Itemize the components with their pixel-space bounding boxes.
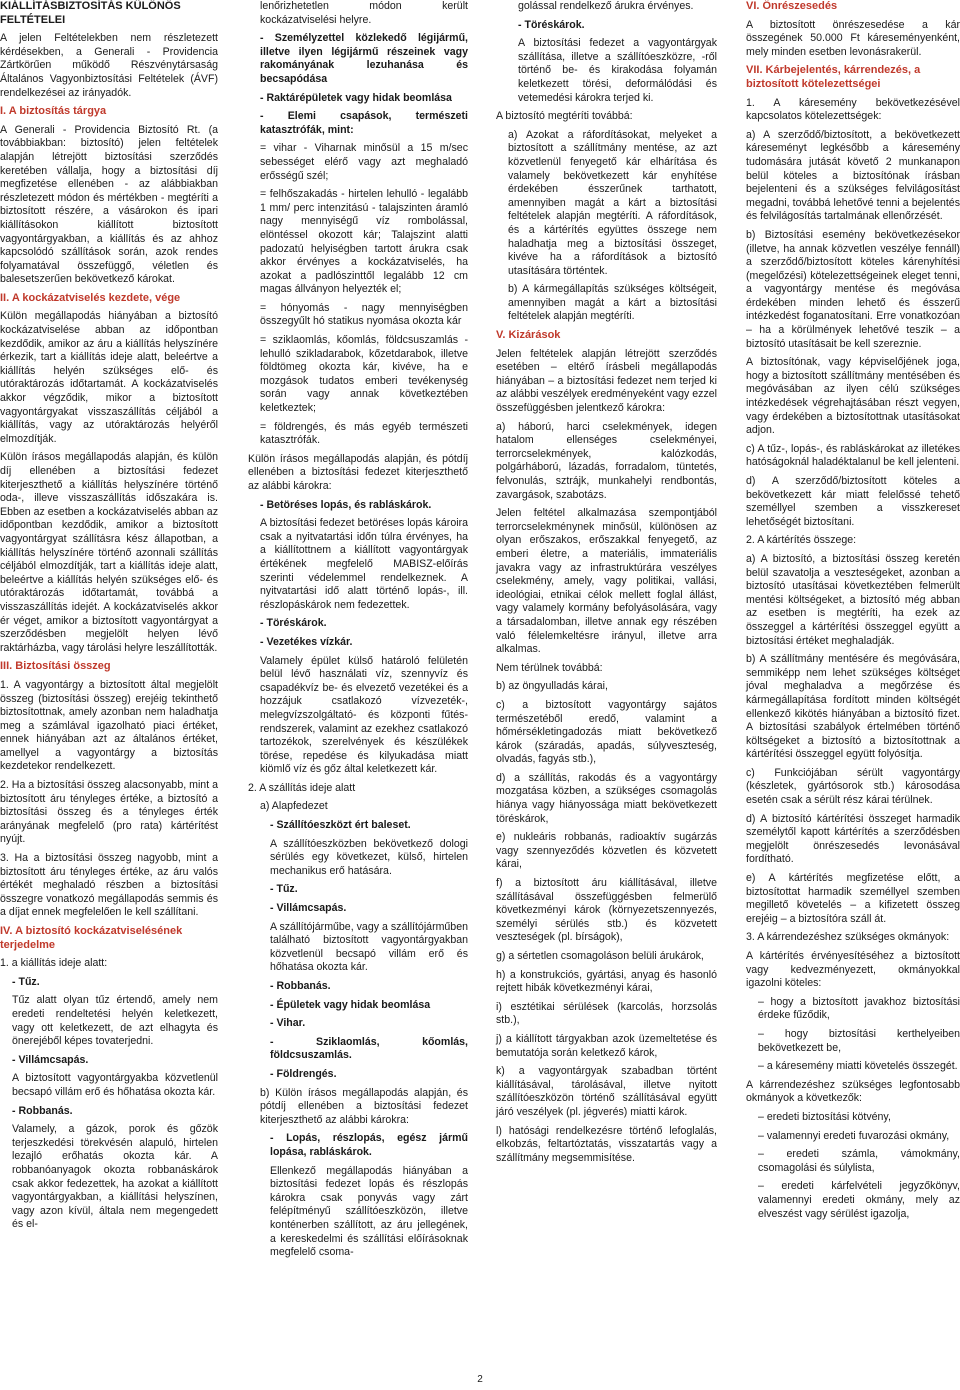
paragraph: c) a biztosított vagyontárgy sajátos természetéből eredő, valamint a hőmérsékletingadozás miatt bekövetkező károk (száradás, apadás, súlyveszteség, olvadás, fagyás stb.), <box>496 698 717 766</box>
paragraph: b) Biztosítási esemény bekövetkezésekor (illetve, ha annak közvetlen veszélye fennáll) a szerződő/biztosított köteles kárenyhítési (megelőzési) kötelezettségeinek eleget tenni, a vagyontárgy mentése és megóvása érdekében minden lehető és ésszerű intézkedést foganatosítani. Erre vonatkozóan – ha a körülmények lehetővé teszik – a biztosító utasításait be kell szereznie. <box>746 228 960 350</box>
paragraph: 1. a kiállítás ideje alatt: <box>0 957 108 970</box>
column-1 <box>0 0 218 1237</box>
paragraph: 3. A kárrendezéshez szükséges okmányok: <box>746 931 950 944</box>
paragraph: A kárrendezéshez szükséges legfontosabb okmányok a következők: <box>746 1078 960 1105</box>
paragraph: 3. Ha a biztosítási összeg nagyobb, mint a biztosított áru tényleges értéke, az áru valós értékét meghaladó részben a biztosítási összegre vonatkozó megállapodás semmis és a díjat ennek megfelelően le kell szállítani. <box>0 852 218 919</box>
list-item: - Személyzettel közlekedő légijármű, illetve ilyen légijármű részeinek vagy rakományának lezuhanása és becsapódása <box>260 32 468 85</box>
paragraph: d) A szerződő/biztosított köteles a bekövetkezett kár miatt felelőssé tehető személlyel szemben a visszkereset lehetőségét biztosítani. <box>746 475 960 528</box>
indented-paragraph: Valamely épület külső határoló felületén belül lévő használati víz, szennyvíz és csapadékvíz be- és elvezető vezetékei és a hozzájuk csatlakozó vízvezeték-, melegvízszolgáltató- és központi fűtés-rendszerek, valamint az ezekhez csatlakozó tartozékok, szerelvények és készülékek törése, repedése és kilyukadása miatt kiömlő víz és gőz által keletkezett kár. <box>260 654 468 776</box>
paragraph: 2. A kártérítés összege: <box>746 534 857 547</box>
indented-paragraph: b) Külön írásos megállapodás alapján, és pótdíj ellenében a biztosítási fedezet kiterjeszthető az alábbi károkra: <box>260 1086 468 1126</box>
indented-paragraph: = felhőszakadás - hirtelen lehulló - legalább 1 mm/ perc intenzitású - talajszinten áramló nagy mennyiségű víz rombolással, elöntéssel okozott kár; Talajszint alatti padozatú helyiségben tartott árukra csak akkor érvényes a kockázatviselés, ha azokat a padlószinttől legalább 12 cm magas állványon helyezték el; <box>260 188 468 296</box>
section-heading: IV. A biztosító kockázatviselésének terjedelme <box>0 925 183 951</box>
section-heading: VII. Kárbejelentés, kárrendezés, a biztosított kötelezettségei <box>746 64 921 90</box>
list-item: - Szállítóeszközt ért baleset. <box>270 819 411 832</box>
list-item: - Robbanás. <box>270 980 331 992</box>
column-3 <box>496 0 717 1170</box>
indented-paragraph: = sziklaomlás, kőomlás, földcsuszamlás - lehulló szikladarabok, kőzetdarabok, illetve földtömeg okozta kár, kivéve, ha e mozgások tudatos emberi tevékenység során vagy annak következtében keletkeztek; <box>260 334 468 415</box>
indented-paragraph: a) Alapfedezet <box>260 800 328 813</box>
paragraph: 1. A vagyontárgy a biztosított által megjelölt összeg (biztosítási összeg) erejéig tekinthető biztosítottnak, amely azonban nem haladhatja meg a számlával igazolható piaci értéket, ennek hiányában azt az általános értéket, amellyel a vagyontárgy a biztosítás kezdetekor rendelkezett. <box>0 678 218 773</box>
paragraph: Külön írásos megállapodás alapján, és pótdíj ellenében a biztosítási fedezet kiterjeszthető az alábbi károkra: <box>248 452 468 492</box>
indented-paragraph: A biztosítási fedezet a vagyontárgyak szállítása, illetve a szállítóeszközre, -ről történő be- és kirakodása folyamán keletkezett törési, deformálódási és vetemedési károkra terjed ki. <box>518 37 717 104</box>
list-item: - Raktárépületek vagy hidak beomlása <box>260 91 452 104</box>
paragraph: c) A tűz-, lopás-, és rabláskárokat az illetékes hatóságoknál haladéktalanul be kell jelenteni. <box>746 442 960 469</box>
indented-paragraph: b) A kármegállapítás szükséges költségeit, amennyiben magát a kárt a biztosítási feltételek alapján megtéríti. <box>508 283 717 323</box>
paragraph: 2. A szállítás ideje alatt <box>248 781 356 794</box>
paragraph: A biztosított önrészesedése a kár összegének 50.000 Ft káreseményenként, mely minden esetben levonásrakerül. <box>746 18 960 58</box>
paragraph: a) háború, harci cselekmények, idegen hatalom ellenséges cselekményei, terrorcselekmények, kalózkodás, polgárháború, lázadás, forradalom, tüntetés, felvonulás, sztrájk, munkahelyi rendbontás, zavargások, szabotázs. <box>496 420 717 501</box>
paragraph: e) nukleáris robbanás, radioaktív sugárzás vagy szennyeződés közvetlen és közvetett kárai, <box>496 831 717 871</box>
indented-paragraph: – a káresemény miatti követelés összegét. <box>758 1060 958 1073</box>
indented-paragraph: A szállítóeszközben bekövetkező dologi sérülés egy következet, külső, hirtelen mechanikus erő hatására. <box>270 837 468 877</box>
section-heading: II. A kockázatviselés kezdete, vége <box>0 291 181 304</box>
section-heading: VI. Önrészesedés <box>746 0 838 12</box>
paragraph: A Generali - Providencia Biztosító Rt. (a továbbiakban: biztosító) jelen feltételek alapján létrejött biztosítási szerződés keretében vállalja, hogy a biztosítási díj megfizetése ellenében - az alábbiakban részletezett módon és mértékben - megtéríti a biztosított részére, a vásárokon és ipari kiállításokon kiállított biztosított vagyontárgyakban, a kiállítás és az ahhoz kapcsolódó szállítások során, azok rendes folyamatával összefüggő, véletlen és balesetszerűen bekövetkező károkat. <box>0 123 218 286</box>
indented-paragraph: Ellenkező megállapodás hiányában a biztosítási fedezet lopás és részlopás károkra csak ponyvás vagy zárt felépítményű szállítóeszközön, illetve konténerben szállított, az áru jellegének, a kereskedelmi és szállítási előírásoknak megfelelő csoma- <box>270 1164 468 1259</box>
page-number: 2 <box>477 1374 483 1385</box>
indented-paragraph: = vihar - Viharnak minősül a 15 m/sec sebességet elérő vagy azt meghaladó erősségű szél; <box>260 142 468 182</box>
indented-paragraph: – hogy a biztosított javakhoz biztosítási érdeke fűződik, <box>758 995 960 1022</box>
indented-paragraph: = hónyomás - nagy mennyiségben összegyűlt hó statikus nyomása okozta kár <box>260 301 468 328</box>
paragraph: b) A szállítmány mentésére és megóvására, semmiképp nem lehet szükséges költséget jóval meghaladva a megőrzése és kármegállapítása fordított minden költségét ellenkező kikötés hiányában a biztosító fizet. A biztosítási szabályok értelmében történő költségeket a biztosító a biztosítottnak a kártérítési összeggel együtt folyósítja. <box>746 653 960 761</box>
paragraph: h) a konstrukciós, gyártási, anyag és hasonló rejtett hibák következményi kárai, <box>496 968 717 995</box>
paragraph: d) a szállítás, rakodás és a vagyontárgy mozgatása közben, a szükséges csomagolás hiánya vagy hiányossága miatt bekövetkezett töréskárok, <box>496 771 717 825</box>
paragraph: Jelen feltételek alapján létrejött szerződés esetében – eltérő írásbeli megállapodás hiányában – a biztosítási fedezet nem terjed ki az alábbi veszélyek eredményeként vagy ezzel összefüggésben jelentkező károkra: <box>496 347 717 415</box>
section-heading: I. A biztosítás tárgya <box>0 105 107 118</box>
indented-paragraph: = földrengés, és más egyéb természeti katasztrófák. <box>260 420 468 447</box>
indented-paragraph: – eredeti biztosítási kötvény, <box>758 1110 891 1123</box>
list-item: - Földrengés. <box>270 1067 337 1080</box>
list-item: - Töréskárok. <box>518 18 585 31</box>
indented-paragraph: A szállítójárműbe, vagy a szállítójárműben található biztosított vagyontárgyakban közvetlenül becsapó villám erő és hőhatása okozta kár. <box>270 920 468 974</box>
paragraph: a) A szerződő/biztosított, a bekövetkezett káreseményt legkésőbb a káresemény tudomására jutását követő 2 munkanapon belül köteles a biztosítónak írásban bejelenteni és a szükséges felvilágosítást megadni, továbbá lehetővé tenni a bejelentés és felvilágosítás tartalmának ellenőrzését. <box>746 128 960 223</box>
section-heading: V. Kizárások <box>496 329 561 342</box>
list-item: - Robbanás. <box>12 1104 73 1117</box>
paragraph: A kártérítés érvényesítéséhez a biztosított vagy kedvezményezett, okmányokkal igazolni köteles: <box>746 950 960 990</box>
indented-paragraph: a) Azokat a ráfordításokat, melyeket a biztosított a szállítmány mentése, az azt közvetlenül fenyegető kár elhárítása és valamely bekövetkezett kár enyhítése érdekében ésszerűnek tarthatott, amennyiben magát a kárt a biztosítási feltételek alapján megtéríti. A ráfordítások, és a kártérítés együttes összege nem haladhatja meg a biztosítási összeget, kivéve ha a ráfordítások a biztosító utasítására történtek. <box>508 128 717 277</box>
paragraph: c) Funkciójában sérült vagyontárgy (készletek, gyártósorok stb.) károsodása esetén csak a sérült rész kárai térülnek. <box>746 766 960 807</box>
indented-paragraph: A biztosított vagyontárgyakba közvetlenül becsapó villám erő és hőhatása okozta kár. <box>12 1072 218 1098</box>
paragraph: 1. A káresemény bekövetkezésével kapcsolatos kötelezettségek: <box>746 96 960 123</box>
paragraph: g) a sértetlen csomagoláson belüli árukárok, <box>496 950 704 962</box>
paragraph: 2. Ha a biztosítási összeg alacsonyabb, mint a biztosított áru tényleges értéke, a biztosító a biztosítási összeg és a tényleges érték arányának megfelelő (pro rata) kártérítést nyújt. <box>0 779 218 846</box>
list-item: - Töréskárok. <box>260 617 327 630</box>
paragraph: A biztosítónak, vagy képviselőjének joga, hogy a biztosított szállítmány mentésében és megóvásában az ilyen célú szükséges intézkedések végrehajtásában részt vegyen, vagy érdekében a biztosítottnak utasításokat adjon. <box>746 356 960 437</box>
indented-paragraph: Tűz alatt olyan tűz értendő, amely nem eredeti rendeltetési helyén keletkezett, vagy ott keletkezett, de azt elhagyta és önerejéből képes tovaterjedni. <box>12 994 218 1048</box>
column-4 <box>746 0 960 1226</box>
paragraph: i) esztétikai sérülések (karcolás, horzsolás stb.), <box>496 1000 717 1027</box>
section-heading: III. Biztosítási összeg <box>0 660 111 673</box>
indented-paragraph: A biztosítási fedezet betöréses lopás károira csak a nyitvatartási időn túlra érvényes, ha a kiállítottnem a kiállított vagyontárgyak értékének megfelelő MABISZ-előírás szerinti védelemmel rendelkeznek. A nyitvatartási idő alatt történő lopás-, ill. részlopáskárok nem fedezettek. <box>260 517 468 611</box>
list-item: - Elemi csapások, természeti katasztrófák, mint: <box>260 110 468 136</box>
indented-paragraph: golással rendelkező árukra érvényes. <box>518 0 694 12</box>
indented-paragraph: Valamely, a gázok, porok és gőzök terjeszkedési törekvésén alapuló, hirtelen lezajló erőhatás okozta kár. A robbanóanyagok okozta robbanáskárok csak akkor fedezettek, ha azokat a kiállított vagyontárgyakban, a kiállítási helyszínen, vagy azon kívül, általa nem megengedett és el- <box>12 1123 218 1231</box>
paragraph: A jelen Feltételekben nem részletezett kérdésekben, a Generali - Providencia Zártkörűen működő Részvénytársaság Általános Vagyonbiztosítási Feltételek (ÁVF) rendelkezései az irányadók. <box>0 32 218 99</box>
paragraph: Külön megállapodás hiányában a biztosító kockázatviselése abban az időpontban kezdődik, amikor az áru a kiállítás helyszínére érkezik, tart a kiállítás ideje alatt, beleértve a kiállítás helyén szükséges elő- és utóraktározás időtartamát. A kockázatviselés akkor végződik, mikor a biztosított vagyontárgyakat visszaszállítás céljából a kiállítás, vagy az utóraktározás helyéről elmozdítják. <box>0 310 218 445</box>
list-item: - Vezetékes vízkár. <box>260 635 353 648</box>
paragraph: b) az öngyulladás kárai, <box>496 680 608 693</box>
paragraph: A biztosító megtéríti továbbá: <box>496 110 633 123</box>
section-heading: KIÁLLÍTÁSBIZTOSÍTÁS KÜLÖNÖS FELTÉTELEI <box>0 0 181 26</box>
list-item: - Villámcsapás. <box>12 1053 89 1066</box>
list-item: - Lopás, részlopás, egész jármű lopása, rabláskárok. <box>270 1132 468 1158</box>
paragraph: d) A biztosító kártérítési összeget harmadik személytől kapott kártérítés a szerződésben megjelölt önrészesedés levonásával fordítható. <box>746 812 960 866</box>
list-item: - Épületek vagy hidak beomlása <box>270 998 431 1011</box>
indented-paragraph: – eredeti kárfelvételi jegyzőkönyv, valamennyi eredeti okmány, mely az elveszést vagy sérülést igazolja, <box>758 1180 960 1220</box>
indented-paragraph: – hogy biztosítási kerthelyeiben bekövetkezett be, <box>758 1027 960 1054</box>
paragraph: a) A biztosító, a biztosítási összeg keretén belül szavatolja a veszteségeket, azonban a biztosító utasításai következtében felmerült mentési költségeket, a biztosító még abban az esetben is megtéríti, ha ezek az összeggel a kártérítési összeggel együtt a biztosítási értéket meghaladják. <box>746 552 960 647</box>
column-2 <box>248 0 468 1265</box>
paragraph: e) A kártérítés megfizetése előtt, a biztosítottat harmadik személlyel szemben megillető követelés – a kifizetett összeg erejéig – a biztosítóra száll át. <box>746 872 960 925</box>
paragraph: Külön írásos megállapodás alapján, és külön díj ellenében a biztosítási fedezet kiterjeszthető a kiállítás helyszínére történő oda-, illeve visszaszállítás időszakára is. Ebben az esetben a kockázatviselés abban az időpontban kezdődik, amikor a biztosított vagyontárgyat szállításra kész állapotban, a kiállítás helyszínére történő azonnali szállítás céljából elmozdítják, tart a kiállítás ideje alatt, beleértve a kiállítás helyén szükséges elő- és utóraktározás időtartamát, továbbá a visszaszállítás idejét. A kockázatviselés akkor ér véget, amikor a biztosított vagyontárgyat a szerződésben megjelölt helyen lévő raktárházba, vagy tárolási helyre leszállították. <box>0 451 218 654</box>
paragraph: f) a biztosított áru kiállításával, illetve szállításával összefüggésben felmerülő következményi károk (környezetszennyezés, személyi sérülés stb.) és közvetett veszteségek (pl. bírságok), <box>496 877 717 944</box>
paragraph: j) a kiállított tárgyakban azok üzemeltetése és bemutatója során keletkező károk, <box>496 1032 717 1059</box>
paragraph: l) hatósági rendelkezésre történő lefoglalás, elkobzás, feltartóztatás, visszatartás vagy a szállítmány megsemmisítése. <box>496 1124 717 1164</box>
indented-paragraph: lenőrizhetetlen módon került kockázatviselési helyre. <box>260 0 468 26</box>
list-item: - Betöréses lopás, és rabláskárok. <box>260 498 432 511</box>
paragraph: Nem térülnek továbbá: <box>496 661 603 674</box>
list-item: - Tűz. <box>270 883 298 896</box>
list-item: - Vihar. <box>270 1017 306 1030</box>
indented-paragraph: – valamennyi eredeti fuvarozási okmány, <box>758 1129 950 1142</box>
list-item: - Sziklaomlás, kőomlás, földcsuszamlás. <box>270 1035 468 1062</box>
paragraph: Jelen feltétel alkalmazása szempontjából terrorcselekménynek minősül, különösen az olyan erőszakos, erőszakkal fenyegető, az emberi életre, a materiális, immateriális javakra vagy az infrastruktúrára veszélyes cselekmény, amely, vagy politikai, vallási, ideológiai, etnikai célok mellett foglal állást, vagy valamely kormány befolyásolására, vagy a társadalomban, illetve annak egy részében való félelemkeltésre irányul, illetve arra alkalmas. <box>496 507 717 656</box>
list-item: - Villámcsapás. <box>270 902 347 915</box>
indented-paragraph: – eredeti számla, vámokmány, csomagolási és súlylista, <box>758 1148 960 1174</box>
list-item: - Tűz. <box>12 975 40 988</box>
paragraph: k) a vagyontárgyak szabadban történt kiállításával, tárolásával, illetve nyitott szállítóeszközön történő szállításával együtt járó veszélyek (pl. jégverés) miatti károk. <box>496 1065 717 1118</box>
